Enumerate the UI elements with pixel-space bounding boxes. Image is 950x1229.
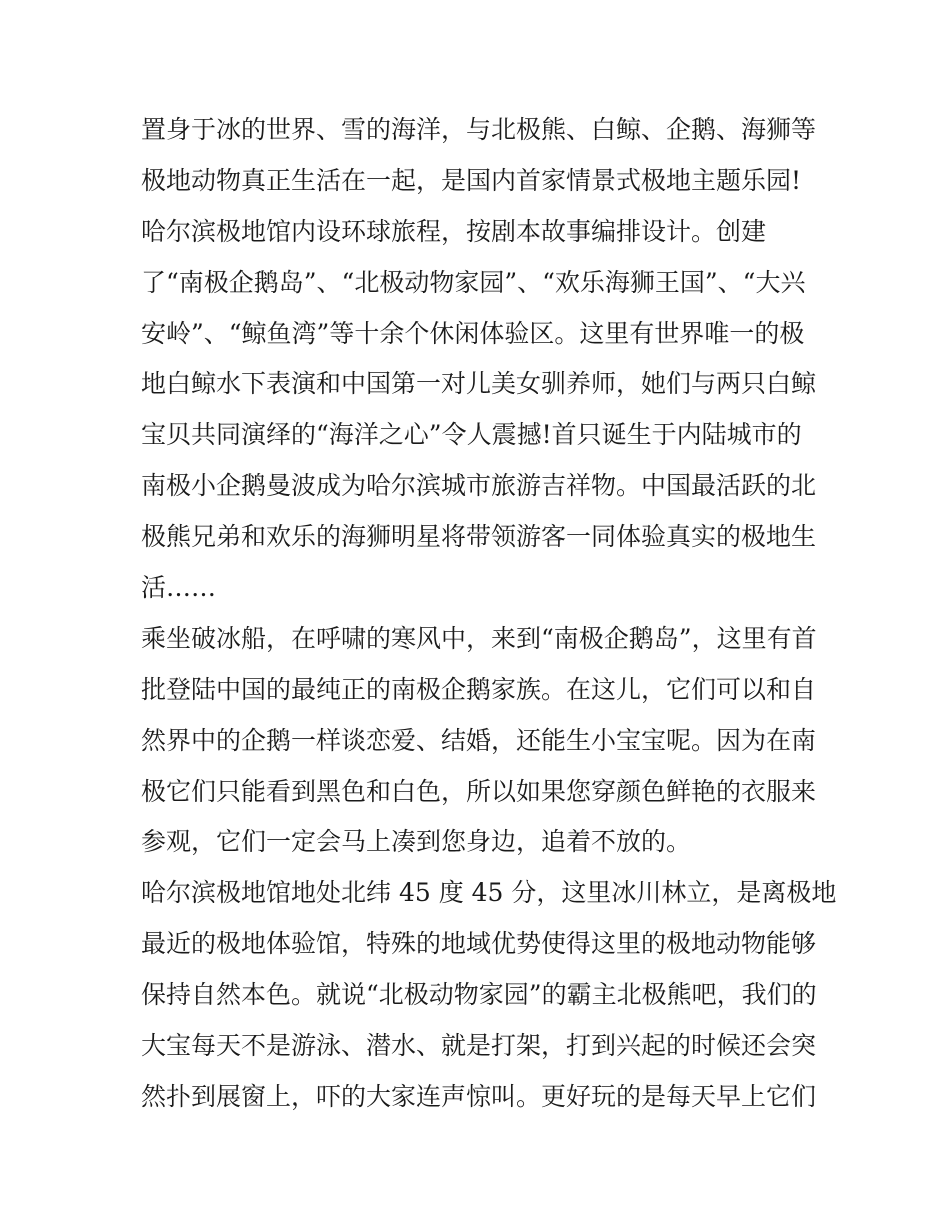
text-line: 参观，它们一定会马上凑到您身边，追着不放的。 [141, 827, 692, 857]
text-line: 哈尔滨极地馆内设环球旅程，按剧本故事编排设计。创建 [141, 216, 767, 246]
text-line: 极它们只能看到黑色和白色，所以如果您穿颜色鲜艳的衣服来 [141, 776, 817, 806]
text-line: 极熊兄弟和欢乐的海狮明星将带领游客一同体验真实的极地生 [141, 522, 817, 552]
text-line: 保持自然本色。就说“北极动物家园”的霸主北极熊吧，我们的 [141, 980, 817, 1010]
text-line: 乘坐破冰船，在呼啸的寒风中，来到“南极企鹅岛”，这里有首 [141, 623, 817, 653]
text-line: 了“南极企鹅岛”、“北极动物家园”、“欢乐海狮王国”、“大兴 [141, 267, 806, 297]
text-line: 哈尔滨极地馆地处北纬 45 度 45 分，这里冰川林立，是离极地 [141, 878, 837, 908]
text-line: 地白鲸水下表演和中国第一对儿美女驯养师，她们与两只白鲸 [141, 369, 817, 399]
text-line: 然扑到展窗上，吓的大家连声惊叫。更好玩的是每天早上它们 [141, 1081, 817, 1111]
text-line: 宝贝共同演绎的“海洋之心”令人震撼!首只诞生于内陆城市的 [141, 420, 802, 450]
text-line: 南极小企鹅曼波成为哈尔滨城市旅游吉祥物。中国最活跃的北 [141, 471, 817, 501]
text-line: 最近的极地体验馆，特殊的地域优势使得这里的极地动物能够 [141, 929, 817, 959]
text-line: 然界中的企鹅一样谈恋爱、结婚，还能生小宝宝呢。因为在南 [141, 725, 817, 755]
body-text [141, 105, 837, 1123]
text-line: 活…… [141, 573, 217, 603]
text-line: 大宝每天不是游泳、潜水、就是打架，打到兴起的时候还会突 [141, 1031, 817, 1061]
text-line: 置身于冰的世界、雪的海洋，与北极熊、白鲸、企鹅、海狮等 [141, 115, 817, 144]
text-line: 极地动物真正生活在一起，是国内首家情景式极地主题乐园! [141, 165, 802, 195]
text-line: 批登陆中国的最纯正的南极企鹅家族。在这儿，它们可以和自 [141, 674, 817, 704]
text-line: 安岭”、“鲸鱼湾”等十余个休闲体验区。这里有世界唯一的极 [141, 318, 805, 348]
